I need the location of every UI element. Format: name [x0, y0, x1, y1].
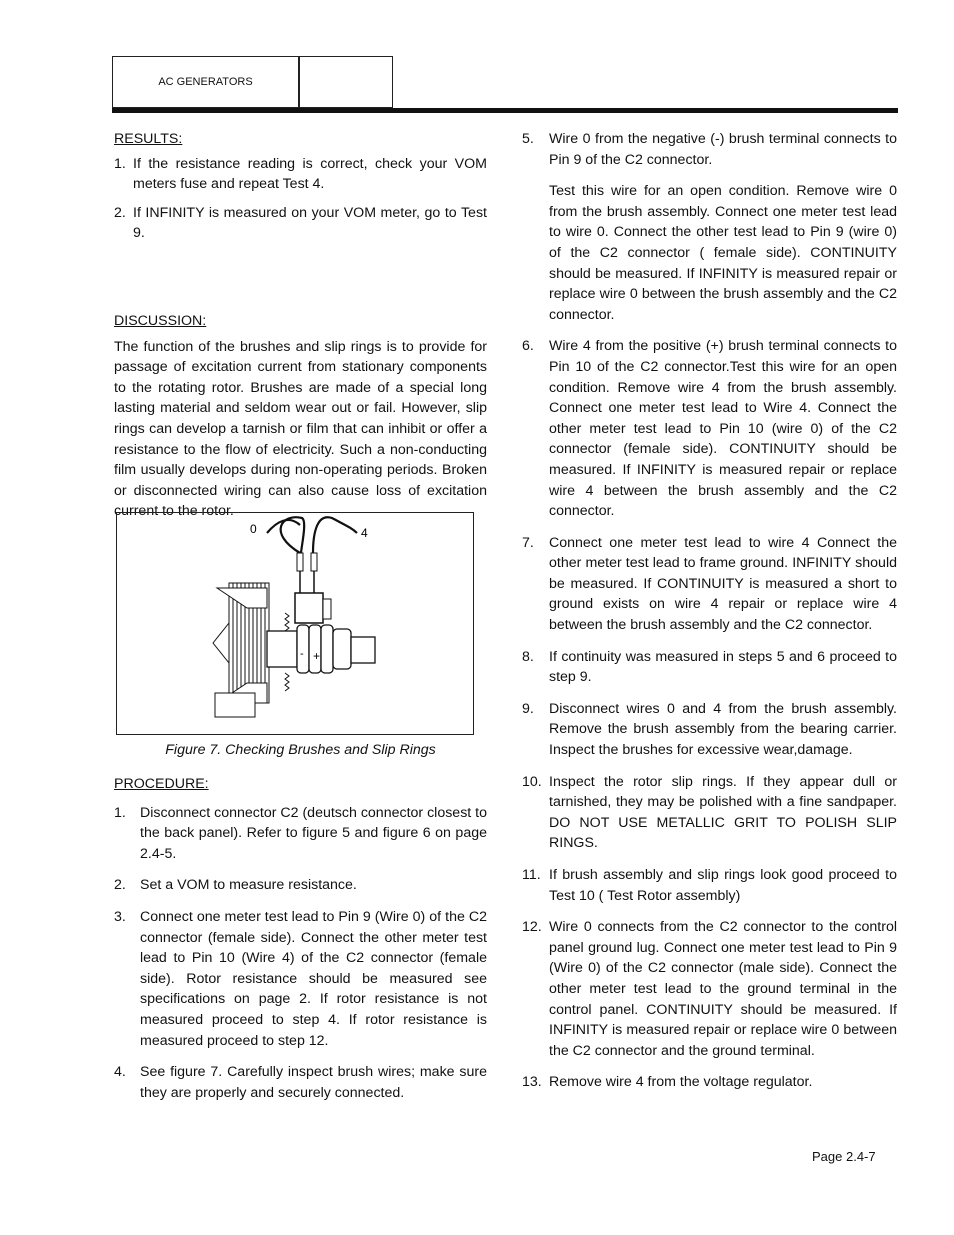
- left-column: [114, 129, 487, 522]
- right-column: [522, 129, 897, 1093]
- procedure-item-12: 12. Wire 0 connects from the C2 connector to the control panel ground lug. Connect one meter test lead to Pin 9 (Wire 0) of the C2 connector (male side). Connect the other meter test lead to the ground terminal in the control panel. CONTINUITY should be measured. If INFINITY is measured repair or replace wire 0 between the C2 connector and the ground terminal.: [522, 919, 897, 1059]
- header-section-box: [112, 56, 299, 108]
- header-empty-box: [299, 56, 393, 108]
- header-rule: [112, 108, 898, 113]
- procedure-item-1: 1. Disconnect connector C2 (deutsch connector closest to the back panel). Refer to figure 5 and figure 6 on page 2.4-5.: [114, 804, 487, 862]
- procedure-item-9: 9. Disconnect wires 0 and 4 from the brush assembly. Remove the brush assembly from the bearing carrier. Inspect the brushes for excessive wear,damage.: [522, 700, 897, 759]
- procedure-item-8: 8. If continuity was measured in steps 5 and 6 proceed to step 9.: [522, 648, 897, 686]
- figure-caption: Figure 7. Checking Brushes and Slip Rings: [165, 742, 436, 758]
- procedure-item-3: 3. Connect one meter test lead to Pin 9 (Wire 0) of the C2 connector (female side). Connect the other meter test lead to Pin 10 (Wire 4) of the C2 connector (female side). Rotor resistance should be measured see specifications on page 2. If rotor resistance is not measured proceed to step 4. If rotor resistance is measured proceed to step 12.: [114, 908, 487, 1049]
- procedure-item-2: 2. Set a VOM to measure resistance.: [114, 877, 357, 894]
- results-heading: RESULTS:: [114, 131, 183, 147]
- procedure-item-6: 6. Wire 4 from the positive (+) brush terminal connects to Pin 10 of the C2 connector.Test this wire for an open condition. Remove wire 4 from the brush assembly. Connect one meter test lead to Wire 4. Connect the other meter test lead to Pin 10 (wire 0) of the C2 connector (female side). CONTINUITY should be measured. If INFINITY is measured repair or replace wire 4 between the brush assembly and the C2 connector.: [522, 338, 897, 520]
- procedure-item-10: 10. Inspect the rotor slip rings. If they appear dull or tarnished, they may be polished with a fine sandpaper. DO NOT USE METALLIC GRIT TO POLISH SLIP RINGS.: [522, 773, 897, 852]
- discussion-text: The function of the brushes and slip rings is to provide for passage of excitation current from stationary components to the rotating rotor. Brushes are made of a special long lasting material and seldom wear out or fail. However, slip rings can develop a tarnish or film that can inhibit or offer a resistance to the flow of electricity. Such a non-conducting film usually develops during non-operating periods. Broken or disconnected wiring can also cause loss of excitation current to the rotor.: [114, 338, 487, 520]
- procedure-item-7: 7. Connect one meter test lead to wire 4 Connect the other meter test lead to frame ground. INFINITY should be measured. If CONTINUITY is measured a short to ground exists on wire 4 repair or replace wire 4 between the brush assembly and the C2 connector.: [522, 534, 897, 634]
- wire-4-label: 4: [361, 526, 368, 540]
- header-section-label: AC GENERATORS: [158, 76, 253, 88]
- procedure-item-13: 13. Remove wire 4 from the voltage regulator.: [522, 1074, 813, 1091]
- figure-brushes-slip-rings: [116, 512, 474, 735]
- discussion-heading: DISCUSSION:: [114, 312, 207, 329]
- minus-terminal-label: -: [300, 648, 304, 660]
- procedure-item-4: 4. See figure 7. Carefully inspect brush wires; make sure they are properly and securely connected.: [114, 1064, 487, 1101]
- page-number: Page 2.4-7: [812, 1149, 876, 1164]
- wire-0-label: 0: [250, 522, 257, 536]
- procedure-heading: PROCEDURE:: [114, 776, 209, 792]
- procedure-item-5-detail: Test this wire for an open condition. Remove wire 0 from the brush assembly. Connect one meter test lead to wire 0. Connect the other test lead to Pin 9 (wire 0) of the C2 connector ( female side). CONTINUITY should be measured. If INFINITY is measured repair or replace wire 0 between the brush assembly and the C2 connector.: [549, 183, 897, 323]
- results-item-2: 2. If INFINITY is measured on your VOM meter, go to Test 9.: [114, 204, 487, 242]
- brush-assembly-illustration: [117, 513, 473, 734]
- procedure-left: [114, 774, 487, 1103]
- procedure-item-11: 11. If brush assembly and slip rings look good proceed to Test 10 ( Test Rotor assembly): [522, 867, 897, 904]
- plus-terminal-label: +: [313, 649, 321, 663]
- results-item-1: 1. If the resistance reading is correct, check your VOM meters fuse and repeat Test 4.: [114, 155, 487, 193]
- procedure-item-5: 5. Wire 0 from the negative (-) brush terminal connects to Pin 9 of the C2 connector. Test this wire for an open condition. Remove wire 0 from the brush assembly. Connect one meter test lead to wire 0. Connect the other test lead to Pin 9 (wire 0) of the C2 connector ( female side). CONTINUITY should be measured. If INFINITY is measured repair or replace wire 0 between the brush assembly and the C2 connector.: [522, 129, 897, 325]
